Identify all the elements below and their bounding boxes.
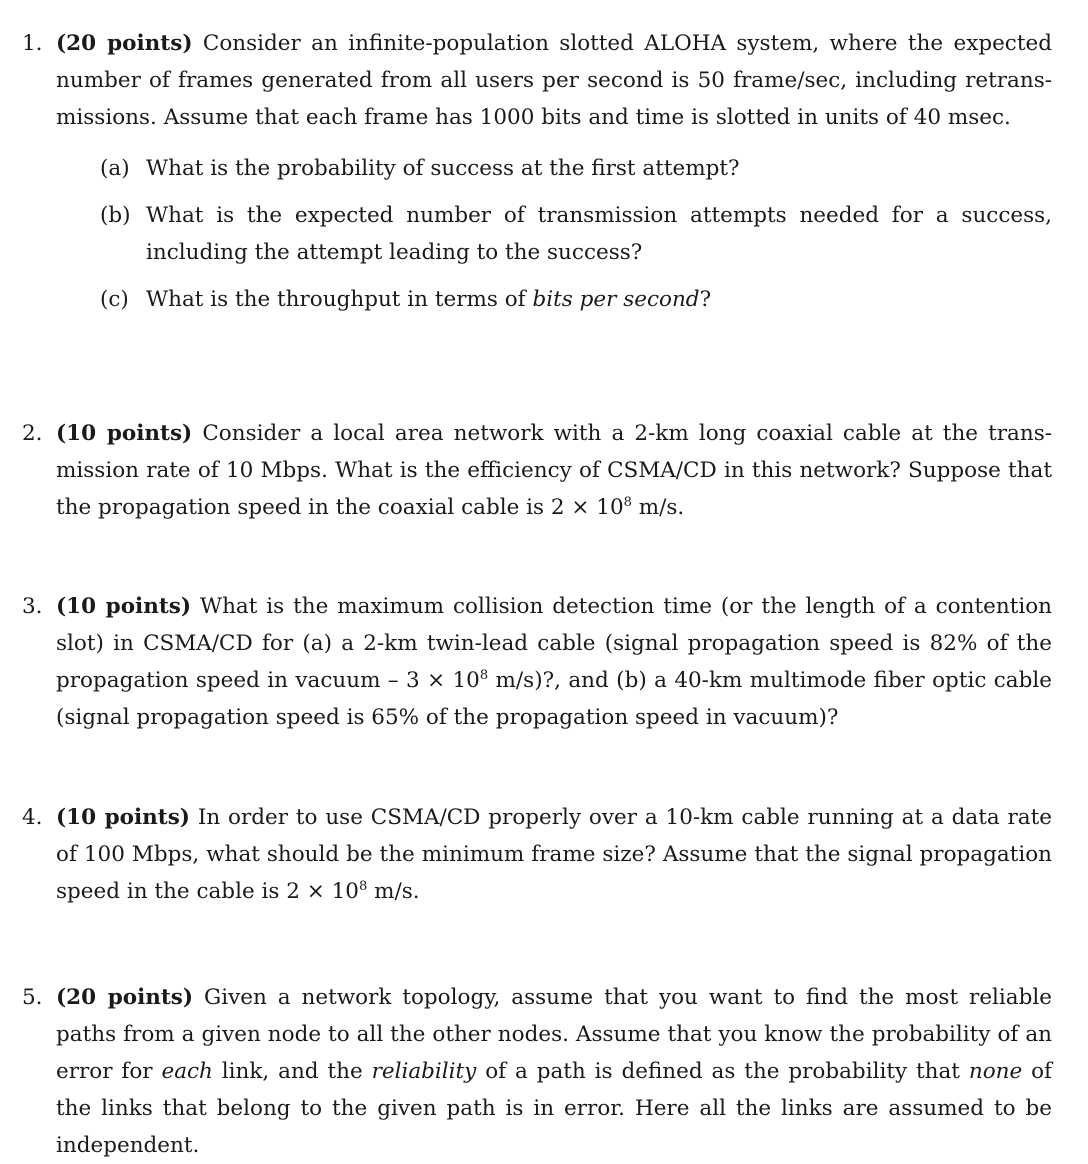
problem-text-end: m/s)?, and (b) a 40-km multimode fiber optic cable (signal propagation speed is 65% of the propagation speed in vacuum)? xyxy=(56,668,1052,730)
part-text-emphasis: bits per second xyxy=(532,287,700,312)
problem-points: (20 points) xyxy=(56,985,194,1010)
problem-points: (10 points) xyxy=(56,594,192,619)
problem-text: of a path is defined as the probability that xyxy=(476,1059,969,1084)
problem-text: of the links that belong to the given path is in error. Here all the links are assumed to be independent. xyxy=(56,1059,1053,1158)
exponent: 8 xyxy=(358,878,368,894)
part-text-start: What is the throughput in terms of xyxy=(146,287,533,312)
problem-number: 2. xyxy=(22,421,43,446)
problem-text-end: m/s. xyxy=(631,495,685,520)
problem-text: link, and the xyxy=(212,1059,372,1084)
part-label: (b) xyxy=(100,203,131,228)
problem-2 xyxy=(22,415,1052,526)
part-label: (a) xyxy=(100,156,130,181)
problem-parts xyxy=(100,150,1052,318)
problem-5 xyxy=(22,979,1052,1164)
problem-points: (10 points) xyxy=(56,805,190,830)
problem-number: 5. xyxy=(22,985,43,1010)
problem-part-a xyxy=(100,150,1052,187)
problem-text: Given a network topology, assume that you want to find the most reliable paths from a given node to all the other nodes. Assume that you know the probability of an error for xyxy=(56,985,1052,1084)
problem-3 xyxy=(22,588,1052,736)
problem-points: (10 points) xyxy=(56,421,193,446)
problem-number: 1. xyxy=(22,31,43,56)
problem-number: 4. xyxy=(22,805,43,830)
problem-text: What is the maximum collision detection time (or the length of a contention slot) in CSMA/CD for (a) a 2-km twin-lead cable (signal propagation speed is 82% of the propagation speed in vacuum – 3 × 10 xyxy=(56,594,1052,693)
problem-body xyxy=(56,979,1052,1164)
problem-text: In order to use CSMA/CD properly over a 10-km cable running at a data rate of 100 Mbps, what should be the minimum frame size? Assume that the signal propagation speed in the cable is 2 × 10 xyxy=(56,805,1052,904)
problem-text: Consider an infinite-population slotted ALOHA system, where the expected number of frames generated from all users per second is 50 frame/sec, including retrans-missions. Assume that each frame has 1000 bits and time is slotted in units of 40 msec. xyxy=(56,31,1052,130)
problem-part-c xyxy=(100,281,1052,318)
part-text: What is the probability of success at the first attempt? xyxy=(146,156,740,181)
exponent: 8 xyxy=(623,494,632,510)
problem-points: (20 points) xyxy=(56,31,193,56)
problem-body xyxy=(56,588,1052,736)
problem-number: 3. xyxy=(22,594,43,619)
emphasis-each: each xyxy=(161,1059,213,1084)
problem-text: Consider a local area network with a 2-km long coaxial cable at the trans-mission rate of 10 Mbps. What is the efficiency of CSMA/CD in this network? Suppose that the propagation speed in the coaxial cable is 2 × 10 xyxy=(56,421,1052,520)
part-text-end: ? xyxy=(699,287,712,312)
problem-body xyxy=(56,799,1052,910)
problem-part-b xyxy=(100,197,1052,271)
problem-body xyxy=(56,25,1052,318)
exponent: 8 xyxy=(479,667,489,683)
part-label: (c) xyxy=(100,287,129,312)
part-text xyxy=(146,281,1052,318)
problem-1 xyxy=(22,25,1052,328)
emphasis-none: none xyxy=(968,1059,1023,1084)
part-text: What is the expected number of transmission attempts needed for a success, including the attempt leading to the success? xyxy=(146,203,1052,265)
problem-body xyxy=(56,415,1052,526)
problem-text-end: m/s. xyxy=(367,879,420,904)
problem-4 xyxy=(22,799,1052,910)
emphasis-reliability: reliability xyxy=(371,1059,477,1084)
